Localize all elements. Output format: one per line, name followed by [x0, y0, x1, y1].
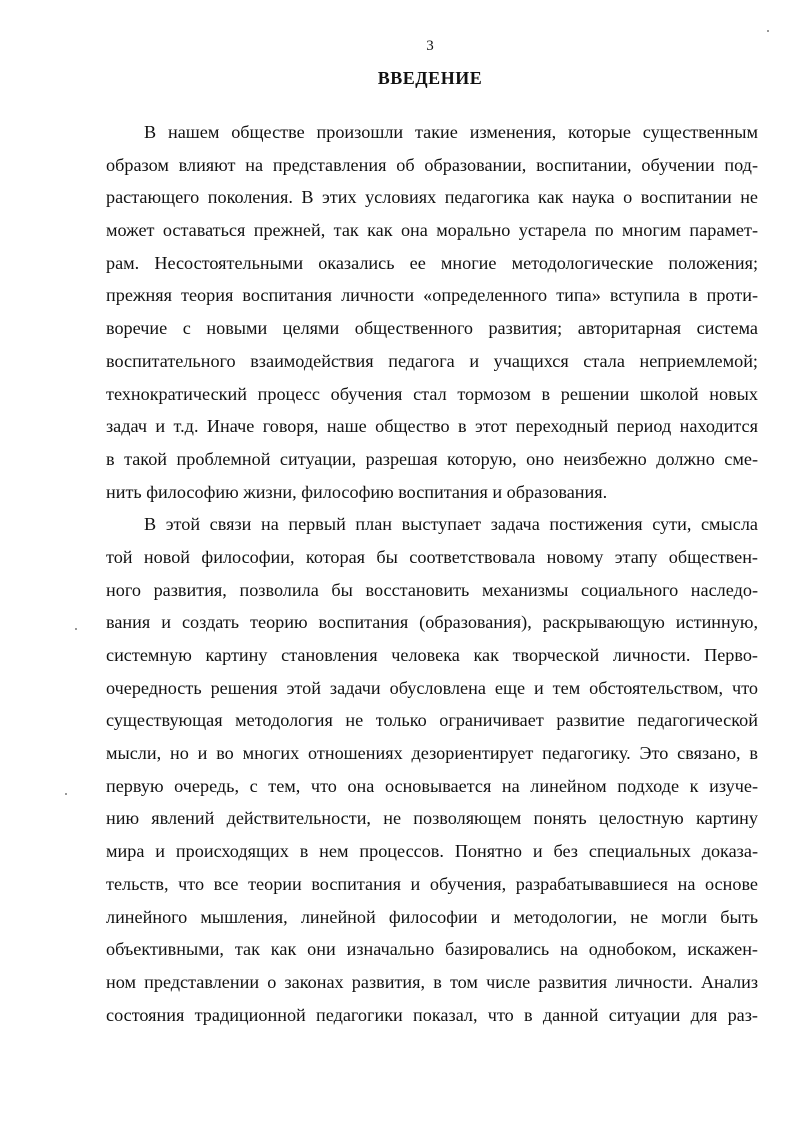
text-line: очередность решения этой задачи обусловлена еще и тем обстоятельством, что: [106, 677, 758, 698]
text-line: мысли, но и во многих отношениях дезориентирует педагогику. Это связано, в: [106, 743, 758, 764]
text-line: существующая методология не только ограничивает развитие педагогической: [106, 710, 758, 731]
paragraph-2: [106, 508, 758, 1031]
text-line: образом влияют на представления об образовании, воспитании, обучении под-: [106, 154, 758, 175]
text-line: линейного мышления, линейной философии и методологии, не могли быть: [106, 906, 758, 927]
text-line: нию явлений действительности, не позволяющем понять целостную картину: [106, 808, 758, 829]
text-line: В этой связи на первый план выступает задача постижения сути, смысла: [144, 514, 758, 535]
text-line: задач и т.д. Иначе говоря, наше общество в этот переходный период находится: [106, 416, 758, 437]
scan-speck: [767, 30, 769, 32]
text-line: В нашем обществе произошли такие изменения, которые существенным: [144, 122, 758, 142]
text-line: тельств, что все теории воспитания и обучения, разрабатывавшиеся на основе: [106, 873, 758, 894]
text-line: ного развития, позволила бы восстановить механизмы социального наследо-: [106, 579, 758, 600]
page-number: 3: [426, 38, 434, 54]
text-line: вания и создать теорию воспитания (образования), раскрывающую истинную,: [106, 612, 758, 633]
scan-speck: [65, 793, 67, 795]
text-line: мира и происходящих в нем процессов. Понятно и без специальных доказа-: [106, 841, 758, 862]
body-text: [106, 116, 758, 1031]
text-line: прежняя теория воспитания личности «определенного типа» вступила в проти-: [106, 285, 758, 306]
paragraph-1: [106, 116, 758, 508]
text-line: воспитательного взаимодействия педагога и учащихся стала неприемлемой;: [106, 350, 758, 371]
section-heading: ВВЕДЕНИЕ: [377, 68, 483, 88]
text-line: состояния традиционной педагогики показал, что в данной ситуации для раз-: [106, 1004, 758, 1025]
text-line: может оставаться прежней, так как она морально устарела по многим парамет-: [106, 220, 758, 241]
text-line: объективными, так как они изначально базировались на однобоком, искажен-: [106, 939, 758, 960]
text-line: воречие с новыми целями общественного развития; авторитарная система: [106, 318, 758, 339]
text-line: нить философию жизни, философию воспитания и образования.: [106, 481, 608, 502]
text-line: той новой философии, которая бы соответствовала новому этапу обществен-: [106, 546, 758, 567]
text-line: технократический процесс обучения стал тормозом в решении школой новых: [106, 383, 758, 404]
text-line: системную картину становления человека как творческой личности. Перво-: [106, 645, 758, 665]
text-line: рам. Несостоятельными оказались ее многие методологические положения;: [106, 252, 758, 273]
text-line: ном представлении о законах развития, в том числе развития личности. Анализ: [106, 971, 758, 992]
text-line: первую очередь, с тем, что она основывается на линейном подходе к изуче-: [106, 775, 758, 796]
text-line: в такой проблемной ситуации, разрешая которую, оно неизбежно должно сме-: [106, 448, 758, 469]
text-line: растающего поколения. В этих условиях педагогика как наука о воспитании не: [106, 187, 758, 208]
scan-speck: [75, 628, 77, 630]
